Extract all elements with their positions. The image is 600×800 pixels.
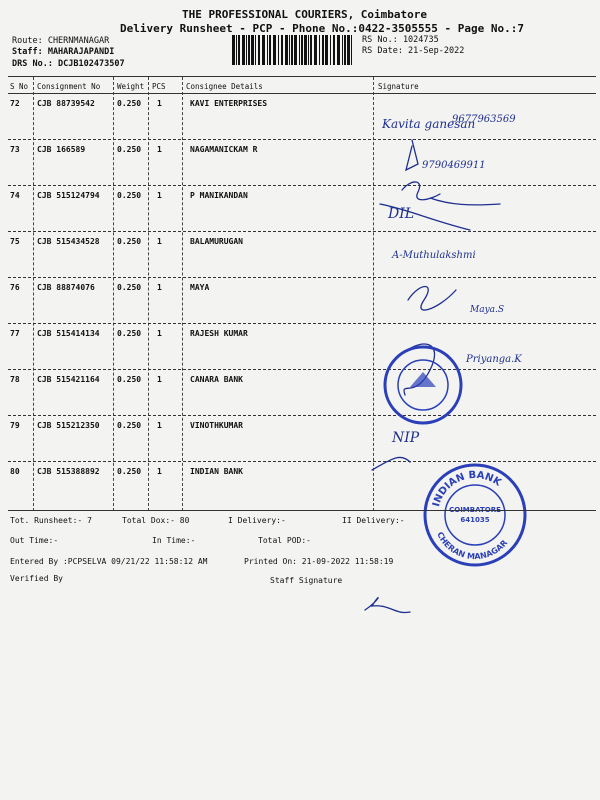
row-consignment-no: CJB 515414134 bbox=[37, 329, 100, 338]
signature-phone: 9677963569 bbox=[452, 114, 516, 125]
barcode-bar bbox=[344, 35, 346, 65]
barcode-bar bbox=[285, 35, 288, 65]
barcode-bar bbox=[232, 35, 235, 65]
row-consignee: VINOTHKUMAR bbox=[190, 421, 243, 430]
barcode-bar bbox=[262, 35, 265, 65]
row-sno: 74 bbox=[10, 191, 20, 200]
row-weight: 0.250 bbox=[117, 237, 142, 246]
stamp-text: 641035 bbox=[460, 516, 490, 524]
row-weight: 0.250 bbox=[117, 467, 142, 476]
barcode-bar bbox=[304, 35, 307, 65]
row-pcs: 1 bbox=[157, 191, 162, 200]
barcode-bar bbox=[319, 35, 320, 65]
row-divider bbox=[8, 369, 596, 370]
scribble-signature bbox=[406, 140, 418, 170]
verified-by: Verified By bbox=[10, 574, 63, 583]
staff-signature-label: Staff Signature bbox=[270, 576, 343, 585]
barcode-bar bbox=[269, 35, 271, 65]
printed-on: Printed On: 21-09-2022 11:58:19 bbox=[244, 557, 394, 566]
col-divider bbox=[33, 77, 34, 511]
col-header-consignment: Consignment No bbox=[37, 82, 101, 91]
row-pcs: 1 bbox=[157, 99, 162, 108]
scribble-signature bbox=[380, 204, 470, 230]
out-time: Out Time:- bbox=[10, 536, 59, 545]
barcode-bar bbox=[301, 35, 303, 65]
barcode-bar bbox=[337, 35, 340, 65]
row-consignment-no: CJB 515124794 bbox=[37, 191, 100, 200]
signature-text: NIP bbox=[392, 430, 420, 446]
row-divider bbox=[8, 185, 596, 186]
signature-text: Kavita ganesan bbox=[382, 117, 476, 131]
barcode-bar bbox=[258, 35, 260, 65]
barcode-bar bbox=[278, 35, 279, 65]
bank-seal-stamp bbox=[380, 342, 466, 428]
barcode-image bbox=[232, 35, 354, 65]
rs-date: RS Date: 21-Sep-2022 bbox=[362, 46, 465, 56]
barcode-bar bbox=[310, 35, 312, 65]
row-weight: 0.250 bbox=[117, 375, 142, 384]
row-weight: 0.250 bbox=[117, 145, 142, 154]
rs-number: RS No.: 1024735 bbox=[362, 35, 439, 45]
col-header-sno: S No bbox=[10, 82, 29, 91]
barcode-bar bbox=[322, 35, 324, 65]
barcode-bar bbox=[291, 35, 293, 65]
barcode-bar bbox=[347, 35, 350, 65]
scribble-signature bbox=[372, 457, 410, 470]
row-divider bbox=[8, 415, 596, 416]
row-sno: 77 bbox=[10, 329, 20, 338]
first-delivery: I Delivery:- bbox=[228, 516, 286, 525]
col-header-pcs: PCS bbox=[152, 82, 166, 91]
runsheet-title: Delivery Runsheet - PCP - Phone No.:0422-3505555 - Page No.:7 bbox=[120, 22, 524, 35]
row-weight: 0.250 bbox=[117, 99, 142, 108]
barcode-bar bbox=[289, 35, 290, 65]
barcode-bar bbox=[294, 35, 297, 65]
total-runsheet: Tot. Runsheet:- 7 bbox=[10, 516, 92, 525]
staff-label: Staff: MAHARAJAPANDI bbox=[12, 47, 115, 57]
barcode-bar bbox=[238, 35, 240, 65]
col-header-weight: Weight bbox=[117, 82, 145, 91]
scribble-signature bbox=[408, 287, 456, 311]
row-pcs: 1 bbox=[157, 145, 162, 154]
row-pcs: 1 bbox=[157, 467, 162, 476]
barcode-bar bbox=[246, 35, 247, 65]
barcode-bar bbox=[308, 35, 309, 65]
row-sno: 75 bbox=[10, 237, 20, 246]
second-delivery: II Delivery:- bbox=[342, 516, 405, 525]
barcode-bar bbox=[273, 35, 276, 65]
col-header-signature: Signature bbox=[378, 82, 419, 91]
row-sno: 78 bbox=[10, 375, 20, 384]
barcode-bar bbox=[351, 35, 352, 65]
barcode-bar bbox=[299, 35, 300, 65]
signature-text: Priyanga.K bbox=[466, 354, 522, 365]
row-weight: 0.250 bbox=[117, 421, 142, 430]
row-consignee: MAYA bbox=[190, 283, 210, 292]
signature-text: DIL bbox=[388, 206, 415, 222]
barcode-bar bbox=[333, 35, 335, 65]
row-sno: 80 bbox=[10, 467, 20, 476]
stamp-text: INDIAN BANK bbox=[431, 469, 503, 508]
row-consignee: NAGAMANICKAM R bbox=[190, 145, 258, 154]
table-header-rule bbox=[8, 93, 596, 94]
barcode-bar bbox=[330, 35, 331, 65]
row-pcs: 1 bbox=[157, 375, 162, 384]
row-pcs: 1 bbox=[157, 283, 162, 292]
col-divider bbox=[373, 77, 374, 511]
row-consignee: KAVI ENTERPRISES bbox=[190, 99, 268, 108]
row-consignment-no: CJB 515434528 bbox=[37, 237, 100, 246]
row-pcs: 1 bbox=[157, 421, 162, 430]
in-time: In Time:- bbox=[152, 536, 196, 545]
row-divider bbox=[8, 139, 596, 140]
table-bottom-rule bbox=[8, 510, 596, 511]
row-sno: 79 bbox=[10, 421, 20, 430]
row-consignment-no: CJB 88874076 bbox=[37, 283, 95, 292]
row-consignment-no: CJB 88739542 bbox=[37, 99, 95, 108]
barcode-bar bbox=[342, 35, 343, 65]
signature-phone: 9790469911 bbox=[422, 160, 486, 171]
row-consignee: BALAMURUGAN bbox=[190, 237, 243, 246]
row-consignee: RAJESH KUMAR bbox=[190, 329, 248, 338]
total-dox: Total Dox:- 80 bbox=[122, 516, 190, 525]
row-consignee: INDIAN BANK bbox=[190, 467, 243, 476]
row-pcs: 1 bbox=[157, 237, 162, 246]
row-consignment-no: CJB 515212350 bbox=[37, 421, 100, 430]
entered-by: Entered By :PCPSELVA 09/21/22 11:58:12 AM bbox=[10, 557, 208, 566]
barcode-bar bbox=[236, 35, 237, 65]
row-weight: 0.250 bbox=[117, 283, 142, 292]
total-pod: Total POD:- bbox=[258, 536, 311, 545]
col-header-consignee: Consignee Details bbox=[186, 82, 263, 91]
col-divider bbox=[113, 77, 114, 511]
row-weight: 0.250 bbox=[117, 191, 142, 200]
barcode-bar bbox=[251, 35, 254, 65]
barcode-bar bbox=[314, 35, 317, 65]
drs-label: DRS No.: DCJB102473507 bbox=[12, 59, 125, 69]
row-pcs: 1 bbox=[157, 329, 162, 338]
signature-text: A-Muthulakshmi bbox=[392, 250, 476, 261]
barcode-bar bbox=[267, 35, 268, 65]
row-consignment-no: CJB 515388892 bbox=[37, 467, 100, 476]
company-title: THE PROFESSIONAL COURIERS, Coimbatore bbox=[182, 8, 428, 21]
table-top-rule bbox=[8, 76, 596, 77]
row-consignment-no: CJB 515421164 bbox=[37, 375, 100, 384]
row-divider bbox=[8, 231, 596, 232]
row-sno: 73 bbox=[10, 145, 20, 154]
barcode-bar bbox=[325, 35, 328, 65]
row-consignee: P MANIKANDAN bbox=[190, 191, 248, 200]
barcode-bar bbox=[242, 35, 245, 65]
row-weight: 0.250 bbox=[117, 329, 142, 338]
row-sno: 72 bbox=[10, 99, 20, 108]
col-divider bbox=[148, 77, 149, 511]
barcode-bar bbox=[248, 35, 250, 65]
indian-bank-stamp bbox=[420, 460, 530, 570]
row-consignee: CANARA BANK bbox=[190, 375, 243, 384]
scribble-signature bbox=[365, 598, 410, 613]
row-divider bbox=[8, 277, 596, 278]
row-consignment-no: CJB 166589 bbox=[37, 145, 86, 154]
col-divider bbox=[182, 77, 183, 511]
row-divider bbox=[8, 323, 596, 324]
row-sno: 76 bbox=[10, 283, 20, 292]
barcode-bar bbox=[281, 35, 283, 65]
signature-text: Maya.S bbox=[470, 305, 505, 315]
route-label: Route: CHERNMANAGAR bbox=[12, 36, 110, 46]
barcode-bar bbox=[255, 35, 256, 65]
stamp-text: COIMBATORE bbox=[449, 506, 501, 514]
stamp-text: CHERAN MANAGAR bbox=[435, 530, 510, 562]
